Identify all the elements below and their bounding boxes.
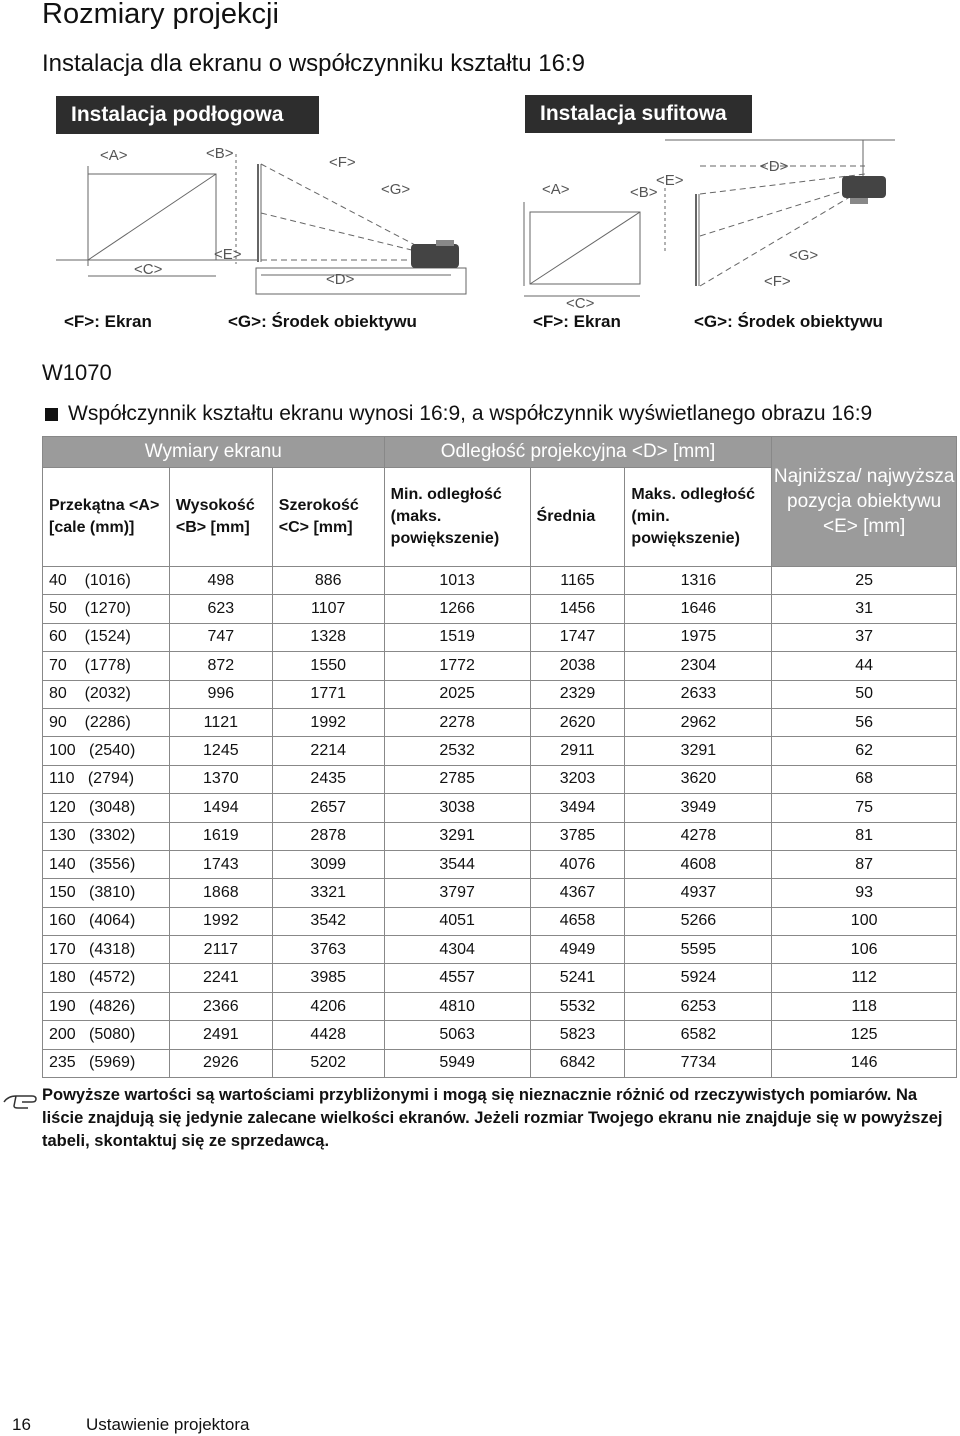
cell-diag: 70 (1778)	[43, 652, 170, 680]
table-row	[43, 794, 957, 822]
cell-min: 2532	[384, 737, 530, 765]
label-b: <B>	[206, 145, 234, 162]
cell-b: 1992	[169, 907, 272, 935]
cell-c: 886	[272, 567, 384, 595]
cell-avg: 5241	[530, 964, 625, 992]
cell-c: 3763	[272, 936, 384, 964]
cell-diag: 80 (2032)	[43, 680, 170, 708]
cell-e: 44	[772, 652, 957, 680]
table-row	[43, 1049, 957, 1077]
cell-avg: 1747	[530, 623, 625, 651]
table-row	[43, 680, 957, 708]
cell-avg: 3203	[530, 765, 625, 793]
table-row	[43, 964, 957, 992]
cell-e: 62	[772, 737, 957, 765]
cell-max: 6582	[625, 1021, 772, 1049]
cell-c: 1771	[272, 680, 384, 708]
cell-e: 93	[772, 879, 957, 907]
table-row	[43, 595, 957, 623]
ceiling-caption-g: <G>: Środek obiektywu	[694, 312, 883, 331]
label-f: <F>	[764, 273, 791, 290]
cell-avg: 5823	[530, 1021, 625, 1049]
cell-avg: 2620	[530, 708, 625, 736]
cell-e: 75	[772, 794, 957, 822]
cell-min: 1013	[384, 567, 530, 595]
cell-c: 3321	[272, 879, 384, 907]
table-row	[43, 765, 957, 793]
table-row	[43, 708, 957, 736]
cell-b: 2366	[169, 992, 272, 1020]
cell-e: 25	[772, 567, 957, 595]
note-text: Powyższe wartości są wartościami przybliżonymi i mogą się nieznacznie różnić od rzeczywistych pomiarów. Na liście znajdują się jedynie zalecane wielkości ekranów. Jeżeli rozmiar Twojego ekranu nie znajduje się w powyższej tabeli, skontaktuj się ze sprzedawcą.	[42, 1086, 943, 1150]
cell-min: 4304	[384, 936, 530, 964]
cell-b: 872	[169, 652, 272, 680]
floor-installation-diagram	[56, 138, 476, 308]
label-d: <D>	[760, 158, 789, 175]
cell-min: 2025	[384, 680, 530, 708]
cell-e: 100	[772, 907, 957, 935]
cell-b: 1494	[169, 794, 272, 822]
cell-c: 3985	[272, 964, 384, 992]
cell-max: 5924	[625, 964, 772, 992]
cell-min: 4051	[384, 907, 530, 935]
cell-diag: 120 (3048)	[43, 794, 170, 822]
cell-c: 2657	[272, 794, 384, 822]
cell-diag: 50 (1270)	[43, 595, 170, 623]
cell-diag: 90 (2286)	[43, 708, 170, 736]
projector-icon	[411, 244, 459, 268]
header-height: Wysokość <B> [mm]	[169, 468, 272, 567]
cell-diag: 160 (4064)	[43, 907, 170, 935]
cell-diag: 40 (1016)	[43, 567, 170, 595]
cell-max: 2962	[625, 708, 772, 736]
cell-e: 68	[772, 765, 957, 793]
cell-diag: 180 (4572)	[43, 964, 170, 992]
cell-min: 1266	[384, 595, 530, 623]
page-number: 16	[12, 1415, 31, 1434]
cell-max: 2304	[625, 652, 772, 680]
label-c: <C>	[134, 261, 163, 278]
section-subtitle: Instalacja dla ekranu o współczynniku kształtu 16:9	[42, 50, 585, 77]
cell-b: 1370	[169, 765, 272, 793]
table-row	[43, 652, 957, 680]
cell-e: 125	[772, 1021, 957, 1049]
ceiling-caption-f: <F>: Ekran	[533, 312, 621, 331]
header-diagonal: Przekątna <A> [cale (mm)]	[43, 468, 170, 567]
cell-max: 6253	[625, 992, 772, 1020]
model-name: W1070	[42, 360, 112, 385]
table-row	[43, 623, 957, 651]
cell-min: 4557	[384, 964, 530, 992]
cell-avg: 6842	[530, 1049, 625, 1077]
ceiling-installation-banner: Instalacja sufitowa	[525, 95, 752, 133]
square-bullet-icon	[45, 408, 58, 421]
cell-c: 3099	[272, 850, 384, 878]
cell-b: 2117	[169, 936, 272, 964]
cell-avg: 4076	[530, 850, 625, 878]
cell-avg: 2038	[530, 652, 625, 680]
cell-b: 623	[169, 595, 272, 623]
cell-c: 1992	[272, 708, 384, 736]
cell-c: 2878	[272, 822, 384, 850]
group-projection-distance: Odległość projekcyjna <D> [mm]	[384, 437, 772, 468]
cell-diag: 130 (3302)	[43, 822, 170, 850]
cell-min: 4810	[384, 992, 530, 1020]
cell-avg: 4949	[530, 936, 625, 964]
table-row	[43, 936, 957, 964]
cell-avg: 1456	[530, 595, 625, 623]
label-a: <A>	[100, 147, 128, 164]
cell-avg: 2329	[530, 680, 625, 708]
cell-max: 5266	[625, 907, 772, 935]
cell-e: 37	[772, 623, 957, 651]
table-row	[43, 1021, 957, 1049]
cell-c: 1550	[272, 652, 384, 680]
cell-e: 106	[772, 936, 957, 964]
projector-icon	[842, 176, 886, 198]
cell-c: 3542	[272, 907, 384, 935]
cell-e: 146	[772, 1049, 957, 1077]
cell-diag: 235 (5969)	[43, 1049, 170, 1077]
label-f: <F>	[329, 154, 356, 171]
cell-e: 87	[772, 850, 957, 878]
table-row	[43, 737, 957, 765]
label-b: <B>	[630, 184, 658, 201]
label-g: <G>	[789, 247, 819, 264]
cell-max: 3291	[625, 737, 772, 765]
cell-b: 2241	[169, 964, 272, 992]
header-lens-height: Najniższa/ najwyższa pozycja obiektywu <E> [mm]	[772, 437, 957, 567]
table-row	[43, 879, 957, 907]
group-screen-dimensions: Wymiary ekranu	[43, 437, 385, 468]
cell-min: 3544	[384, 850, 530, 878]
cell-max: 2633	[625, 680, 772, 708]
ceiling-installation-diagram	[520, 136, 900, 316]
cell-c: 2214	[272, 737, 384, 765]
cell-avg: 3785	[530, 822, 625, 850]
cell-max: 1316	[625, 567, 772, 595]
cell-min: 1519	[384, 623, 530, 651]
cell-diag: 200 (5080)	[43, 1021, 170, 1049]
cell-avg: 5532	[530, 992, 625, 1020]
cell-avg: 2911	[530, 737, 625, 765]
cell-b: 1121	[169, 708, 272, 736]
cell-diag: 170 (4318)	[43, 936, 170, 964]
cell-min: 1772	[384, 652, 530, 680]
table-row	[43, 567, 957, 595]
cell-c: 5202	[272, 1049, 384, 1077]
table-row	[43, 907, 957, 935]
cell-b: 747	[169, 623, 272, 651]
cell-max: 3620	[625, 765, 772, 793]
cell-diag: 60 (1524)	[43, 623, 170, 651]
cell-max: 3949	[625, 794, 772, 822]
header-average: Średnia	[530, 468, 625, 567]
cell-max: 7734	[625, 1049, 772, 1077]
table-row	[43, 822, 957, 850]
label-d: <D>	[326, 271, 355, 288]
table-row	[43, 992, 957, 1020]
cell-min: 3291	[384, 822, 530, 850]
floor-installation-banner: Instalacja podłogowa	[56, 96, 319, 134]
cell-min: 3038	[384, 794, 530, 822]
label-e: <E>	[656, 172, 684, 189]
cell-diag: 110 (2794)	[43, 765, 170, 793]
table-row	[43, 850, 957, 878]
header-width: Szerokość <C> [mm]	[272, 468, 384, 567]
cell-max: 4608	[625, 850, 772, 878]
cell-avg: 4367	[530, 879, 625, 907]
cell-c: 1107	[272, 595, 384, 623]
projection-distance-table	[42, 436, 957, 1078]
label-c: <C>	[566, 295, 595, 312]
label-e: <E>	[214, 246, 242, 263]
cell-b: 498	[169, 567, 272, 595]
cell-min: 2785	[384, 765, 530, 793]
cell-b: 2491	[169, 1021, 272, 1049]
cell-max: 5595	[625, 936, 772, 964]
cell-avg: 3494	[530, 794, 625, 822]
cell-e: 112	[772, 964, 957, 992]
cell-c: 2435	[272, 765, 384, 793]
header-max-distance: Maks. odległość (min. powiększenie)	[625, 468, 772, 567]
cell-min: 5063	[384, 1021, 530, 1049]
label-g: <G>	[381, 181, 411, 198]
cell-b: 1868	[169, 879, 272, 907]
cell-c: 4206	[272, 992, 384, 1020]
cell-e: 31	[772, 595, 957, 623]
cell-min: 5949	[384, 1049, 530, 1077]
cell-e: 81	[772, 822, 957, 850]
cell-min: 3797	[384, 879, 530, 907]
cell-e: 118	[772, 992, 957, 1020]
cell-max: 1646	[625, 595, 772, 623]
footer-section-title: Ustawienie projektora	[86, 1415, 250, 1434]
cell-diag: 100 (2540)	[43, 737, 170, 765]
cell-b: 2926	[169, 1049, 272, 1077]
pointing-hand-icon	[2, 1088, 40, 1110]
page-title: Rozmiary projekcji	[42, 0, 279, 30]
cell-min: 2278	[384, 708, 530, 736]
cell-avg: 1165	[530, 567, 625, 595]
cell-diag: 190 (4826)	[43, 992, 170, 1020]
floor-caption-f: <F>: Ekran	[64, 312, 152, 331]
header-min-distance: Min. odległość (maks. powiększenie)	[384, 468, 530, 567]
aspect-ratio-note: Współczynnik kształtu ekranu wynosi 16:9, a współczynnik wyświetlanego obrazu 16:9	[68, 402, 873, 425]
cell-max: 4937	[625, 879, 772, 907]
cell-diag: 140 (3556)	[43, 850, 170, 878]
label-a: <A>	[542, 181, 570, 198]
floor-caption-g: <G>: Środek obiektywu	[228, 312, 417, 331]
cell-e: 56	[772, 708, 957, 736]
cell-max: 4278	[625, 822, 772, 850]
cell-b: 1245	[169, 737, 272, 765]
cell-b: 1619	[169, 822, 272, 850]
cell-e: 50	[772, 680, 957, 708]
cell-b: 996	[169, 680, 272, 708]
cell-b: 1743	[169, 850, 272, 878]
cell-c: 1328	[272, 623, 384, 651]
cell-max: 1975	[625, 623, 772, 651]
cell-diag: 150 (3810)	[43, 879, 170, 907]
cell-avg: 4658	[530, 907, 625, 935]
cell-c: 4428	[272, 1021, 384, 1049]
